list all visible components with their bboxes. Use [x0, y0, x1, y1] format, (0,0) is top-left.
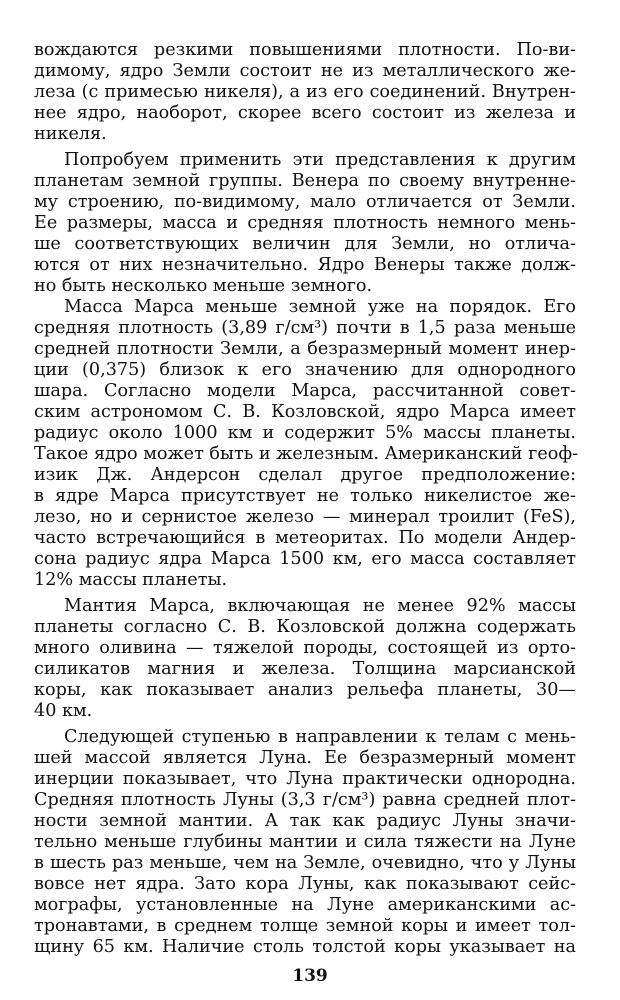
text-line: ются от них незначительно. Ядро Венеры также долж-: [34, 255, 576, 275]
text-line: ше соответствующих величин для Земли, но отлича-: [34, 234, 576, 254]
body-text: [34, 40, 579, 958]
text-line: 40 км.: [34, 701, 93, 721]
text-line: радиус около 1000 км и содержит 5% массы планеты.: [34, 423, 576, 443]
text-line: Ее размеры, масса и средняя плотность немного мень-: [34, 213, 576, 233]
text-line: но быть несколько меньше земного.: [34, 276, 373, 296]
text-line: Следующей ступенью в направлении к телам с мень-: [64, 727, 576, 747]
text-line: вождаются резкими повышениями плотности. По-ви-: [34, 40, 576, 60]
text-line: тронавтами, в среднем толще земной коры и имеет тол-: [34, 916, 576, 936]
text-line: средней плотности Земли, а безразмерный момент инер-: [34, 339, 576, 359]
text-line: щину 65 км. Наличие столь толстой коры указывает на: [34, 937, 576, 957]
text-line: вовсе нет ядра. Зато кора Луны, как показывают сейс-: [34, 874, 576, 894]
text-line: изик Дж. Андерсон сделал другое предположение:: [34, 465, 576, 485]
text-line: в шесть раз меньше, чем на Земле, очевидно, что у Луны: [34, 853, 576, 873]
text-line: средняя плотность (3,89 г/см³) почти в 1,5 раза меньше: [34, 318, 576, 338]
text-line: ности земной мантии. А так как радиус Луны значи-: [34, 811, 576, 831]
text-line: шара. Согласно модели Марса, рассчитанной совет-: [34, 381, 576, 401]
text-line: нее ядро, наоборот, скорее всего состоит из железа и: [34, 103, 576, 123]
page-number: 139: [292, 966, 328, 986]
text-line: ским астрономом С. В. Козловской, ядро Марса имеет: [34, 402, 576, 422]
text-line: му строению, по-видимому, мало отличается от Земли.: [34, 192, 576, 212]
text-line: димому, ядро Земли состоит не из металлического же-: [34, 61, 576, 81]
text-line: Мантия Марса, включающая не менее 92% массы: [64, 596, 576, 616]
text-line: 12% массы планеты.: [34, 570, 228, 590]
text-line: лезо, но и сернистое железо — минерал троилит (FeS),: [34, 507, 576, 527]
text-line: ции (0,375) близок к его значению для однородного: [34, 360, 576, 380]
text-line: в ядре Марса присутствует не только никелистое же-: [34, 486, 576, 506]
text-line: инерции показывает, что Луна практически однородна.: [34, 769, 576, 789]
text-line: коры, как показывает анализ рельефа планеты, 30—: [34, 680, 576, 700]
text-line: планетам земной группы. Венера по своему внутренне-: [34, 171, 576, 191]
text-line: много оливина — тяжелой породы, состоящей из орто-: [34, 638, 576, 658]
text-line: сона радиус ядра Марса 1500 км, его масса составляет: [34, 549, 576, 569]
text-line: шей массой является Луна. Ее безразмерный момент: [34, 748, 576, 768]
text-line: силикатов магния и железа. Толщина марсианской: [34, 659, 576, 679]
text-line: часто встречающийся в метеоритах. По модели Андер-: [34, 528, 576, 548]
text-line: Попробуем применить эти представления к другим: [64, 150, 576, 170]
text-line: леза (с примесью никеля), а из его соединений. Внутрен-: [34, 82, 576, 102]
text-line: никеля.: [34, 124, 107, 144]
text-line: планеты согласно С. В. Козловской должна содержать: [34, 617, 576, 637]
text-line: Средняя плотность Луны (3,3 г/см³) равна средней плот-: [34, 790, 576, 810]
text-line: мографы, установленные на Луне американскими ас-: [34, 895, 576, 915]
text-line: Такое ядро может быть и железным. Американский геоф-: [34, 444, 579, 464]
text-line: Масса Марса меньше земной уже на порядок. Его: [64, 297, 576, 317]
text-line: тельно меньше глубины мантии и сила тяжести на Луне: [34, 832, 576, 852]
